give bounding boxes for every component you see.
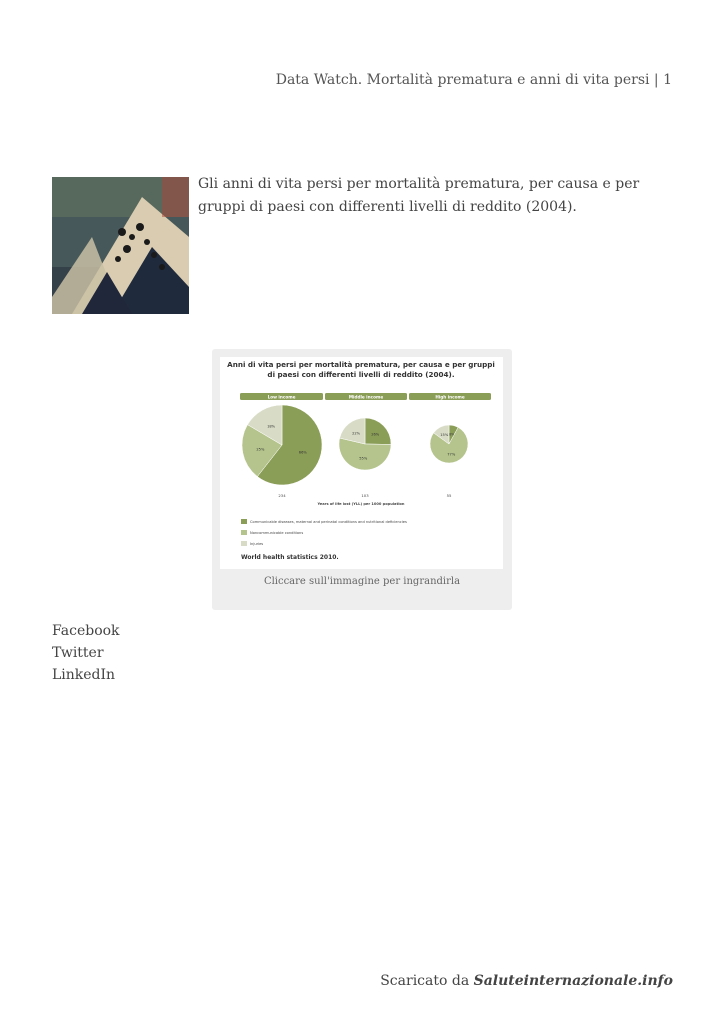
group-label-low-income: Low income	[267, 394, 296, 400]
footer-prefix: Scaricato da	[380, 973, 474, 989]
slice-label-high-income-communicable: 8%	[448, 432, 455, 437]
slice-label-low-income-communicable: 66%	[298, 450, 307, 455]
group-label-middle-income: Middle income	[348, 394, 384, 400]
thumbnail-image	[52, 177, 189, 314]
chart-title-line-2: di paesi con differenti livelli di reddito (2004).	[267, 370, 455, 379]
chart-source: World health statistics 2010.	[241, 554, 339, 561]
share-twitter-link[interactable]: Twitter	[52, 645, 104, 661]
intro-text: Gli anni di vita persi per mortalità prematura, per causa e per gruppi di paesi con differenti livelli di reddito (2004).	[198, 176, 640, 215]
share-links	[52, 620, 120, 686]
group-total-middle-income: 103	[361, 493, 369, 498]
slice-label-middle-income-noncommunicable: 55%	[359, 456, 368, 461]
legend-label-noncommunicable: Noncommunicable conditions	[250, 531, 304, 535]
chart-xlabel: Years of life lost (YLL) per 1000 population	[317, 502, 405, 506]
legend-swatch-noncommunicable	[241, 530, 247, 535]
figure-caption: Cliccare sull'immagine per ingrandirla	[263, 576, 461, 587]
chart-title-line-1: Anni di vita persi per mortalità prematura, per causa e per gruppi	[227, 360, 495, 369]
legend-swatch-communicable	[241, 519, 247, 524]
share-linkedin-link[interactable]: LinkedIn	[52, 667, 116, 683]
slice-label-high-income-noncommunicable: 77%	[447, 452, 456, 457]
pie-chart-figure	[220, 357, 503, 569]
figure-box	[212, 349, 512, 610]
pie-slice-middle-income-communicable	[365, 418, 391, 444]
group-label-high-income: High income	[435, 394, 465, 400]
page-footer	[380, 973, 673, 989]
share-facebook-link[interactable]: Facebook	[52, 623, 120, 639]
slice-label-low-income-noncommunicable: 25%	[256, 447, 265, 452]
slice-label-middle-income-injuries: 22%	[352, 431, 361, 436]
slice-label-high-income-injuries: 15%	[440, 433, 449, 438]
group-total-high-income: 55	[446, 493, 452, 498]
group-total-low-income: 234	[278, 493, 286, 498]
legend-label-injuries: Injuries	[250, 542, 264, 546]
legend-label-communicable: Communicable diseases, maternal and perinatal conditions and nutritional deficiencies	[250, 520, 407, 524]
chart-image[interactable]	[220, 357, 503, 569]
slice-label-low-income-injuries: 18%	[267, 424, 276, 429]
article-thumbnail[interactable]	[52, 177, 189, 314]
page-header-title: Data Watch. Mortalità prematura e anni di vita persi | 1	[275, 72, 672, 88]
footer-site-link[interactable]: Saluteinternazionale.info	[473, 973, 673, 989]
legend-swatch-injuries	[241, 541, 247, 546]
slice-label-middle-income-communicable: 26%	[371, 432, 380, 437]
